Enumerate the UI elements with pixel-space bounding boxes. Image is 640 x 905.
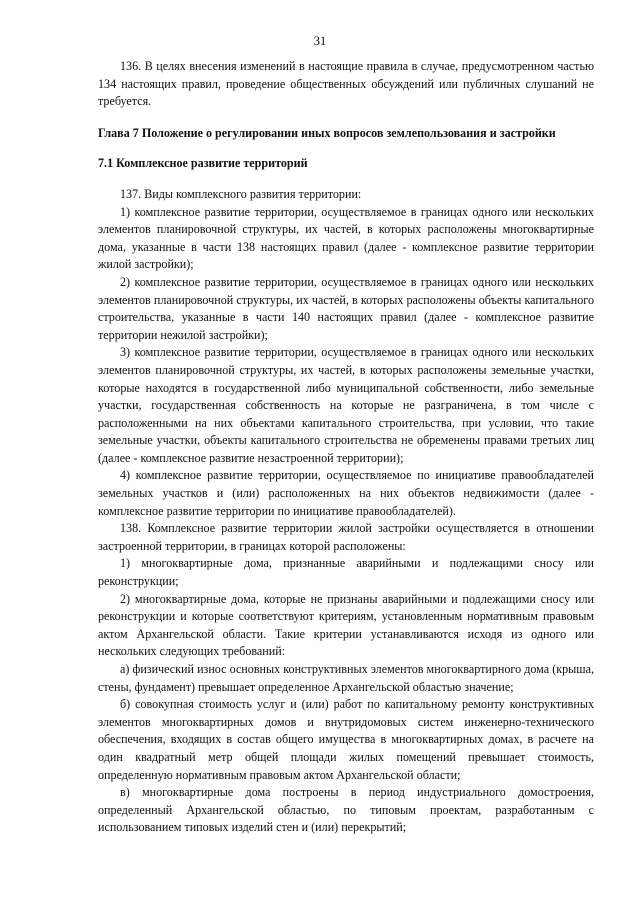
paragraph-137-item-4: 4) комплексное развитие территории, осуществляемое по инициативе правообладателей земельных участков и (или) расположенных на них объектов недвижимости (далее - комплексное развитие территории по инициативе правообладателей). — [98, 468, 594, 518]
paragraph-138-intro: 138. Комплексное развитие территории жилой застройки осуществляется в отношении застроенной территории, в границах которой расположены: — [98, 521, 594, 553]
paragraph-137-item-1: 1) комплексное развитие территории, осуществляемое в границах одного или нескольких элементов планировочной структуры, их частей, в которых расположены многоквартирные дома, указанные в части 138 настоящих правил (далее - комплексное развитие территории жилой застройки); — [98, 204, 594, 272]
page-number: 31 — [313, 34, 327, 48]
paragraph-138-item-b: б) совокупная стоимость услуг и (или) работ по капитальному ремонту конструктивных элементов многоквартирных домов и внутридомовых систем инженерно-технического обеспечения, входящих в состав общего имущества в многоквартирных домах, в расчете на один квадратный метр общей площади жилых помещений превышает стоимость, определенную нормативным правовым актом Архангельской области; — [98, 697, 594, 782]
page-content — [98, 58, 594, 837]
paragraph-138-item-2: 2) многоквартирные дома, которые не признаны аварийными и подлежащими сносу или реконструкции и которые соответствуют критериям, установленным нормативным правовым актом Архангельской области. Такие критерии устанавливаются исходя из одного или нескольких следующих требований: — [98, 591, 594, 659]
paragraph-138-item-v: в) многоквартирные дома построены в период индустриального домостроения, определенный Архангельской областью, по типовым проектам, разработанным с использованием типовых изделий стен и (или) перекрытий; — [98, 785, 594, 835]
paragraph-136: 136. В целях внесения изменений в настоящие правила в случае, предусмотренном частью 134 настоящих правил, проведение общественных обсуждений или публичных слушаний не требуется. — [98, 59, 594, 109]
section-7-1-title: 7.1 Комплексное развитие территорий — [98, 156, 308, 171]
paragraph-137-item-3: 3) комплексное развитие территории, осуществляемое в границах одного или нескольких элементов планировочной структуры, их частей, в которых расположены земельные участки, которые находятся в государственной либо муниципальной собственности, либо земельные участки, государственная собственность на которые не разграничена, в том числе с расположенными на них объектами капитального строительства, при условии, что такие земельные участки, объекты капитального строительства не обременены правами третьих лиц (далее - комплексное развитие незастроенной территории); — [98, 345, 594, 465]
paragraph-137-intro: 137. Виды комплексного развития территории: — [120, 186, 362, 201]
paragraph-138-item-1: 1) многоквартирные дома, признанные аварийными и подлежащими сносу или реконструкции; — [98, 556, 594, 589]
paragraph-138-item-a: а) физический износ основных конструктивных элементов многоквартирного дома (крыша, стены, фундамент) превышает определенное Архангельской областью значение; — [98, 662, 594, 694]
paragraph-137-item-2: 2) комплексное развитие территории, осуществляемое в границах одного или нескольких элементов планировочной структуры, их частей, в которых расположены объекты капитального строительства, указанные в части 140 настоящих правил (далее - комплексное развитие территории нежилой застройки); — [98, 274, 594, 342]
chapter-7-title: Глава 7 Положение о регулировании иных вопросов землепользования и застройки — [98, 125, 556, 140]
